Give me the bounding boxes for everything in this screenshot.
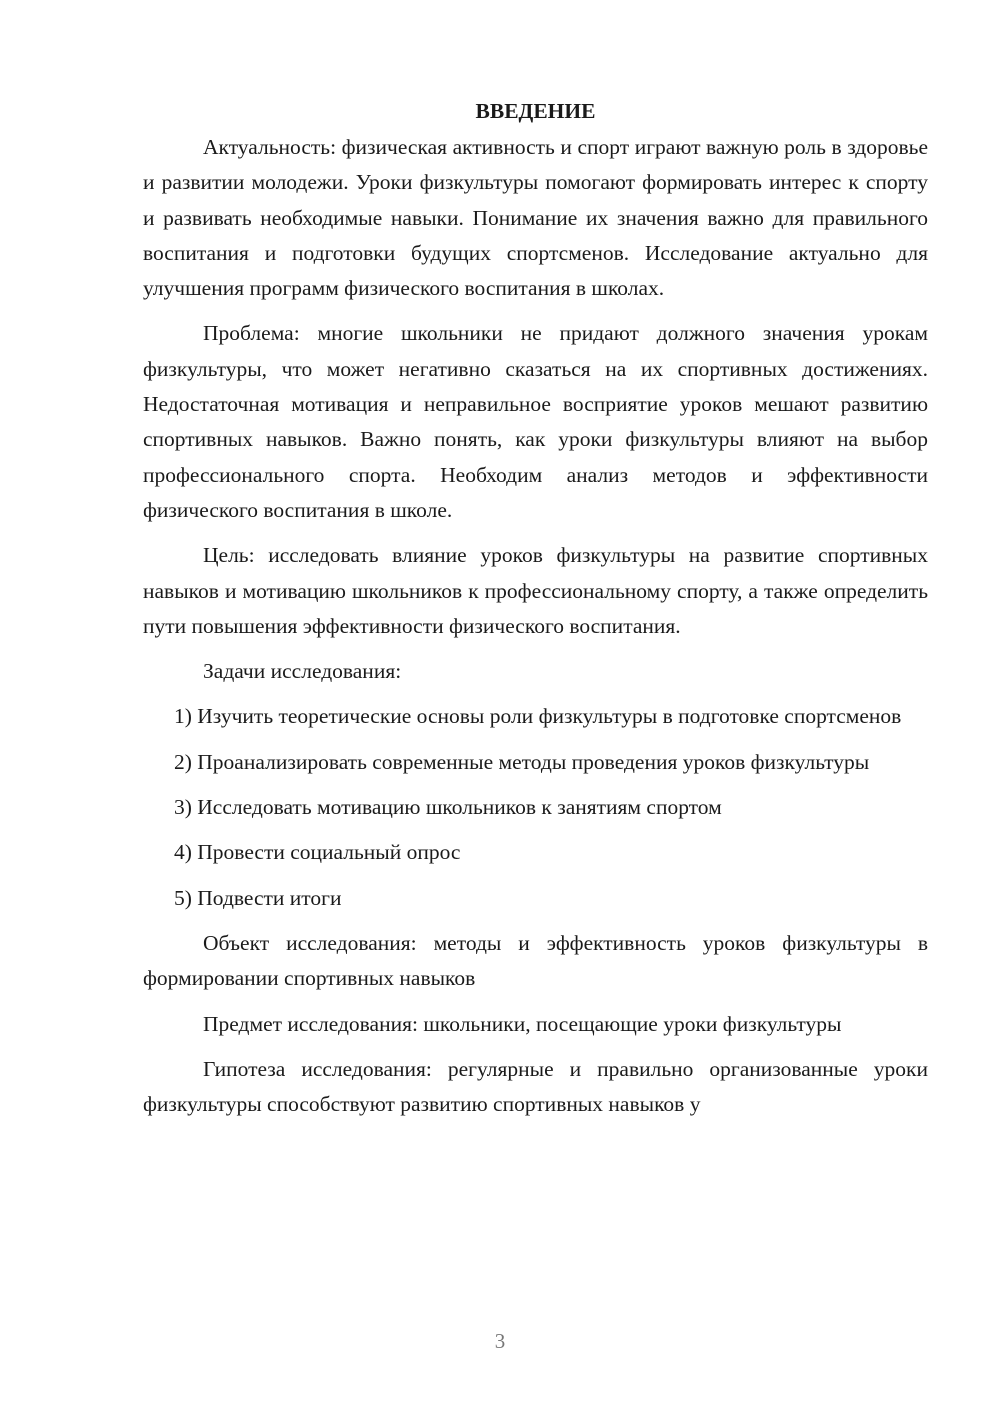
subject-paragraph: Предмет исследования: школьники, посещающие уроки физкультуры bbox=[203, 1011, 842, 1036]
relevance-paragraph: Актуальность: физическая активность и спорт играют важную роль в здоровье и развитии молодежи. Уроки физкультуры помогают формировать интерес к спорту и развивать необходимые навыки. Понимание их значения важно для правильного воспитания и подготовки будущих спортсменов. Исследование актуально для улучшения программ физического воспитания в школах. bbox=[143, 135, 928, 301]
hypothesis-paragraph: Гипотеза исследования: регулярные и правильно организованные уроки физкультуры способствуют развитию спортивных навыков у bbox=[143, 1056, 928, 1117]
goal-paragraph: Цель: исследовать влияние уроков физкультуры на развитие спортивных навыков и мотивацию школьников к профессиональному спорту, а также определить пути повышения эффективности физического воспитания. bbox=[143, 543, 928, 638]
task-item-1: 1) Изучить теоретические основы роли физкультуры в подготовке спортсменов bbox=[174, 704, 902, 729]
page-number: 3 bbox=[494, 1329, 506, 1353]
task-item-3: 3) Исследовать мотивацию школьников к занятиям спортом bbox=[174, 795, 722, 820]
task-item-2: 2) Проанализировать современные методы проведения уроков физкультуры bbox=[174, 749, 870, 774]
task-item-5: 5) Подвести итоги bbox=[174, 885, 342, 910]
page-content bbox=[143, 94, 928, 1122]
section-title: ВВЕДЕНИЕ bbox=[475, 99, 596, 123]
tasks-heading: Задачи исследования: bbox=[203, 659, 402, 684]
problem-paragraph: Проблема: многие школьники не придают должного значения урокам физкультуры, что может негативно сказаться на их спортивных достижениях. Недостаточная мотивация и неправильное восприятие уроков мешают развитию спортивных навыков. Важно понять, как уроки физкультуры влияют на выбор профессионального спорта. Необходим анализ методов и эффективности физического воспитания в школе. bbox=[143, 321, 928, 522]
task-item-4: 4) Провести социальный опрос bbox=[174, 840, 461, 865]
object-paragraph: Объект исследования: методы и эффективность уроков физкультуры в формировании спортивных навыков bbox=[143, 930, 928, 991]
